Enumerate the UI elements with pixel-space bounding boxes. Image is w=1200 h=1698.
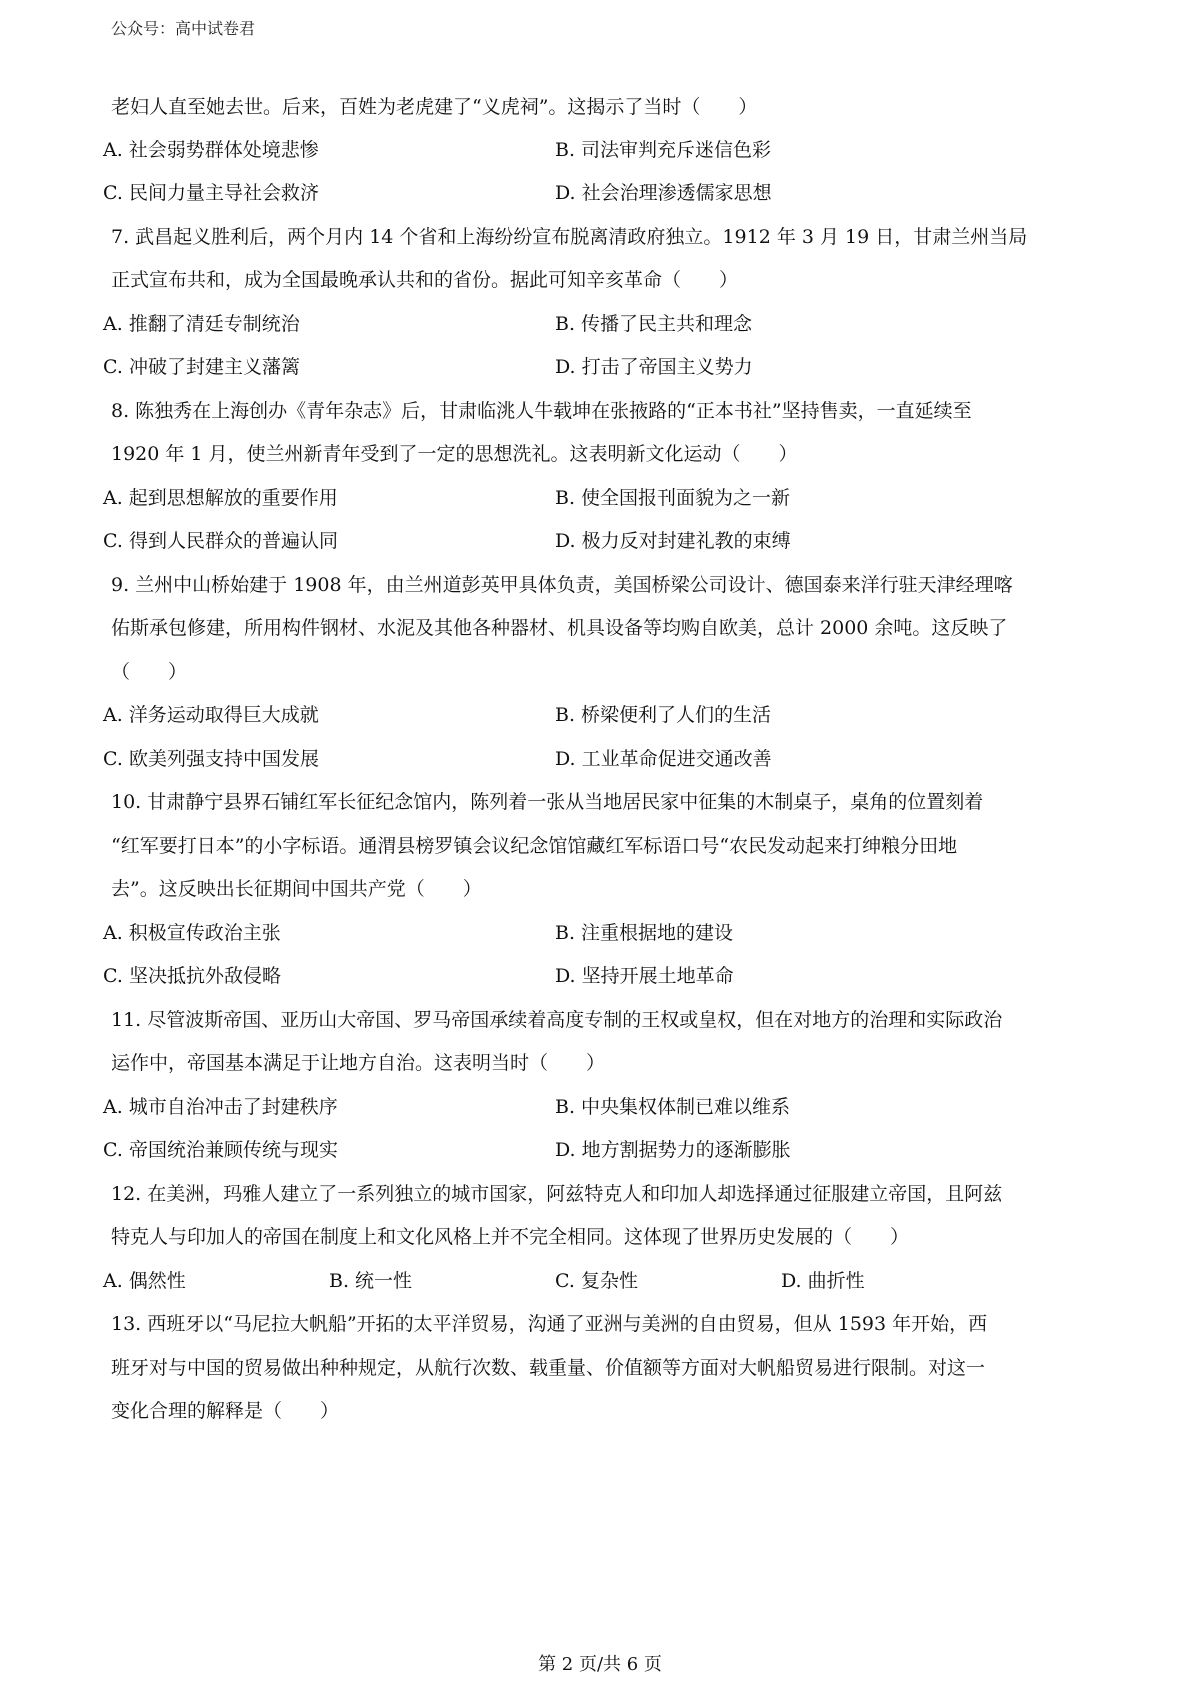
- q8-option-b: B. 使全国报刊面貌为之一新: [555, 487, 791, 509]
- q12-stem-line-1: 12. 在美洲，玛雅人建立了一系列独立的城市国家，阿兹特克人和印加人却选择通过征服建立帝国，且阿兹: [111, 1183, 1003, 1205]
- q8-stem-line-1: 8. 陈独秀在上海创办《青年杂志》后，甘肃临洮人牛载坤在张掖路的“正本书社”坚持售卖，一直延续至: [111, 400, 972, 422]
- q8-stem-line-2: 1920 年 1 月，使兰州新青年受到了一定的思想洗礼。这表明新文化运动（ ）: [111, 443, 798, 465]
- q8-option-c: C. 得到人民群众的普遍认同: [103, 530, 338, 552]
- q12-option-d: D. 曲折性: [781, 1270, 865, 1292]
- q13-stem-line-2: 班牙对与中国的贸易做出种种规定，从航行次数、载重量、价值额等方面对大帆船贸易进行限制。对这一: [111, 1357, 986, 1379]
- q9-option-c: C. 欧美列强支持中国发展: [103, 748, 319, 770]
- q6-option-c: C. 民间力量主导社会救济: [103, 182, 319, 204]
- q10-option-b: B. 注重根据地的建设: [555, 922, 734, 944]
- q12-option-b: B. 统一性: [329, 1270, 413, 1292]
- q9-stem-line-1: 9. 兰州中山桥始建于 1908 年，由兰州道彭英甲具体负责，美国桥梁公司设计、德国泰来洋行驻天津经理喀: [111, 574, 1013, 596]
- q10-stem-line-1: 10. 甘肃静宁县界石铺红军长征纪念馆内，陈列着一张从当地居民家中征集的木制桌子，桌角的位置刻着: [111, 791, 984, 813]
- q13-stem-line-3: 变化合理的解释是（ ）: [111, 1400, 340, 1422]
- q10-option-d: D. 坚持开展土地革命: [555, 965, 734, 987]
- q6-option-d: D. 社会治理渗透儒家思想: [555, 182, 772, 204]
- q7-option-d: D. 打击了帝国主义势力: [555, 356, 753, 378]
- q6-stem-line-1: 老妇人直至她去世。后来，百姓为老虎建了“义虎祠”。这揭示了当时（ ）: [111, 96, 758, 118]
- q12-option-a: A. 偶然性: [103, 1270, 186, 1292]
- q9-option-b: B. 桥梁便利了人们的生活: [555, 704, 772, 726]
- q7-stem-line-2: 正式宣布共和，成为全国最晚承认共和的省份。据此可知辛亥革命（ ）: [111, 269, 739, 291]
- page-number: 第 2 页/共 6 页: [538, 1654, 662, 1675]
- q10-option-a: A. 积极宣传政治主张: [103, 922, 281, 944]
- q9-stem-line-3: （ ）: [111, 661, 188, 683]
- q9-option-a: A. 洋务运动取得巨大成就: [103, 704, 319, 726]
- q11-stem-line-1: 11. 尽管波斯帝国、亚历山大帝国、罗马帝国承续着高度专制的王权或皇权，但在对地方的治理和实际政治: [111, 1009, 1003, 1031]
- q6-option-a: A. 社会弱势群体处境悲惨: [103, 139, 319, 161]
- q7-option-c: C. 冲破了封建主义藩篱: [103, 356, 300, 378]
- q11-option-d: D. 地方割据势力的逐渐膨胀: [555, 1139, 791, 1161]
- q11-option-c: C. 帝国统治兼顾传统与现实: [103, 1139, 338, 1161]
- q11-stem-line-2: 运作中，帝国基本满足于让地方自治。这表明当时（ ）: [111, 1052, 606, 1074]
- q13-stem-line-1: 13. 西班牙以“马尼拉大帆船”开拓的太平洋贸易，沟通了亚洲与美洲的自由贸易，但从 1593 年开始，西: [111, 1313, 988, 1335]
- q7-option-b: B. 传播了民主共和理念: [555, 313, 753, 335]
- q7-stem-line-1: 7. 武昌起义胜利后，两个月内 14 个省和上海纷纷宣布脱离清政府独立。1912 年 3 月 19 日，甘肃兰州当局: [111, 226, 1028, 248]
- q10-stem-line-3: 去”。这反映出长征期间中国共产党（ ）: [111, 878, 482, 900]
- q8-option-d: D. 极力反对封建礼教的束缚: [555, 530, 791, 552]
- q9-option-d: D. 工业革命促进交通改善: [555, 748, 772, 770]
- q10-stem-line-2: “红军要打日本”的小字标语。通渭县榜罗镇会议纪念馆馆藏红军标语口号“农民发动起来打绅粮分田地: [111, 835, 958, 857]
- q12-stem-line-2: 特克人与印加人的帝国在制度上和文化风格上并不完全相同。这体现了世界历史发展的（ ）: [111, 1226, 910, 1248]
- q6-option-b: B. 司法审判充斥迷信色彩: [555, 139, 772, 161]
- q12-option-c: C. 复杂性: [555, 1270, 638, 1292]
- q7-option-a: A. 推翻了清廷专制统治: [103, 313, 300, 335]
- q10-option-c: C. 坚决抵抗外敌侵略: [103, 965, 281, 987]
- q9-stem-line-2: 佑斯承包修建，所用构件钢材、水泥及其他各种器材、机具设备等均购自欧美，总计 2000 余吨。这反映了: [111, 617, 1008, 639]
- q11-option-b: B. 中央集权体制已难以维系: [555, 1096, 791, 1118]
- q8-option-a: A. 起到思想解放的重要作用: [103, 487, 338, 509]
- page-header: 公众号：高中试卷君: [111, 19, 256, 38]
- q11-option-a: A. 城市自治冲击了封建秩序: [103, 1096, 338, 1118]
